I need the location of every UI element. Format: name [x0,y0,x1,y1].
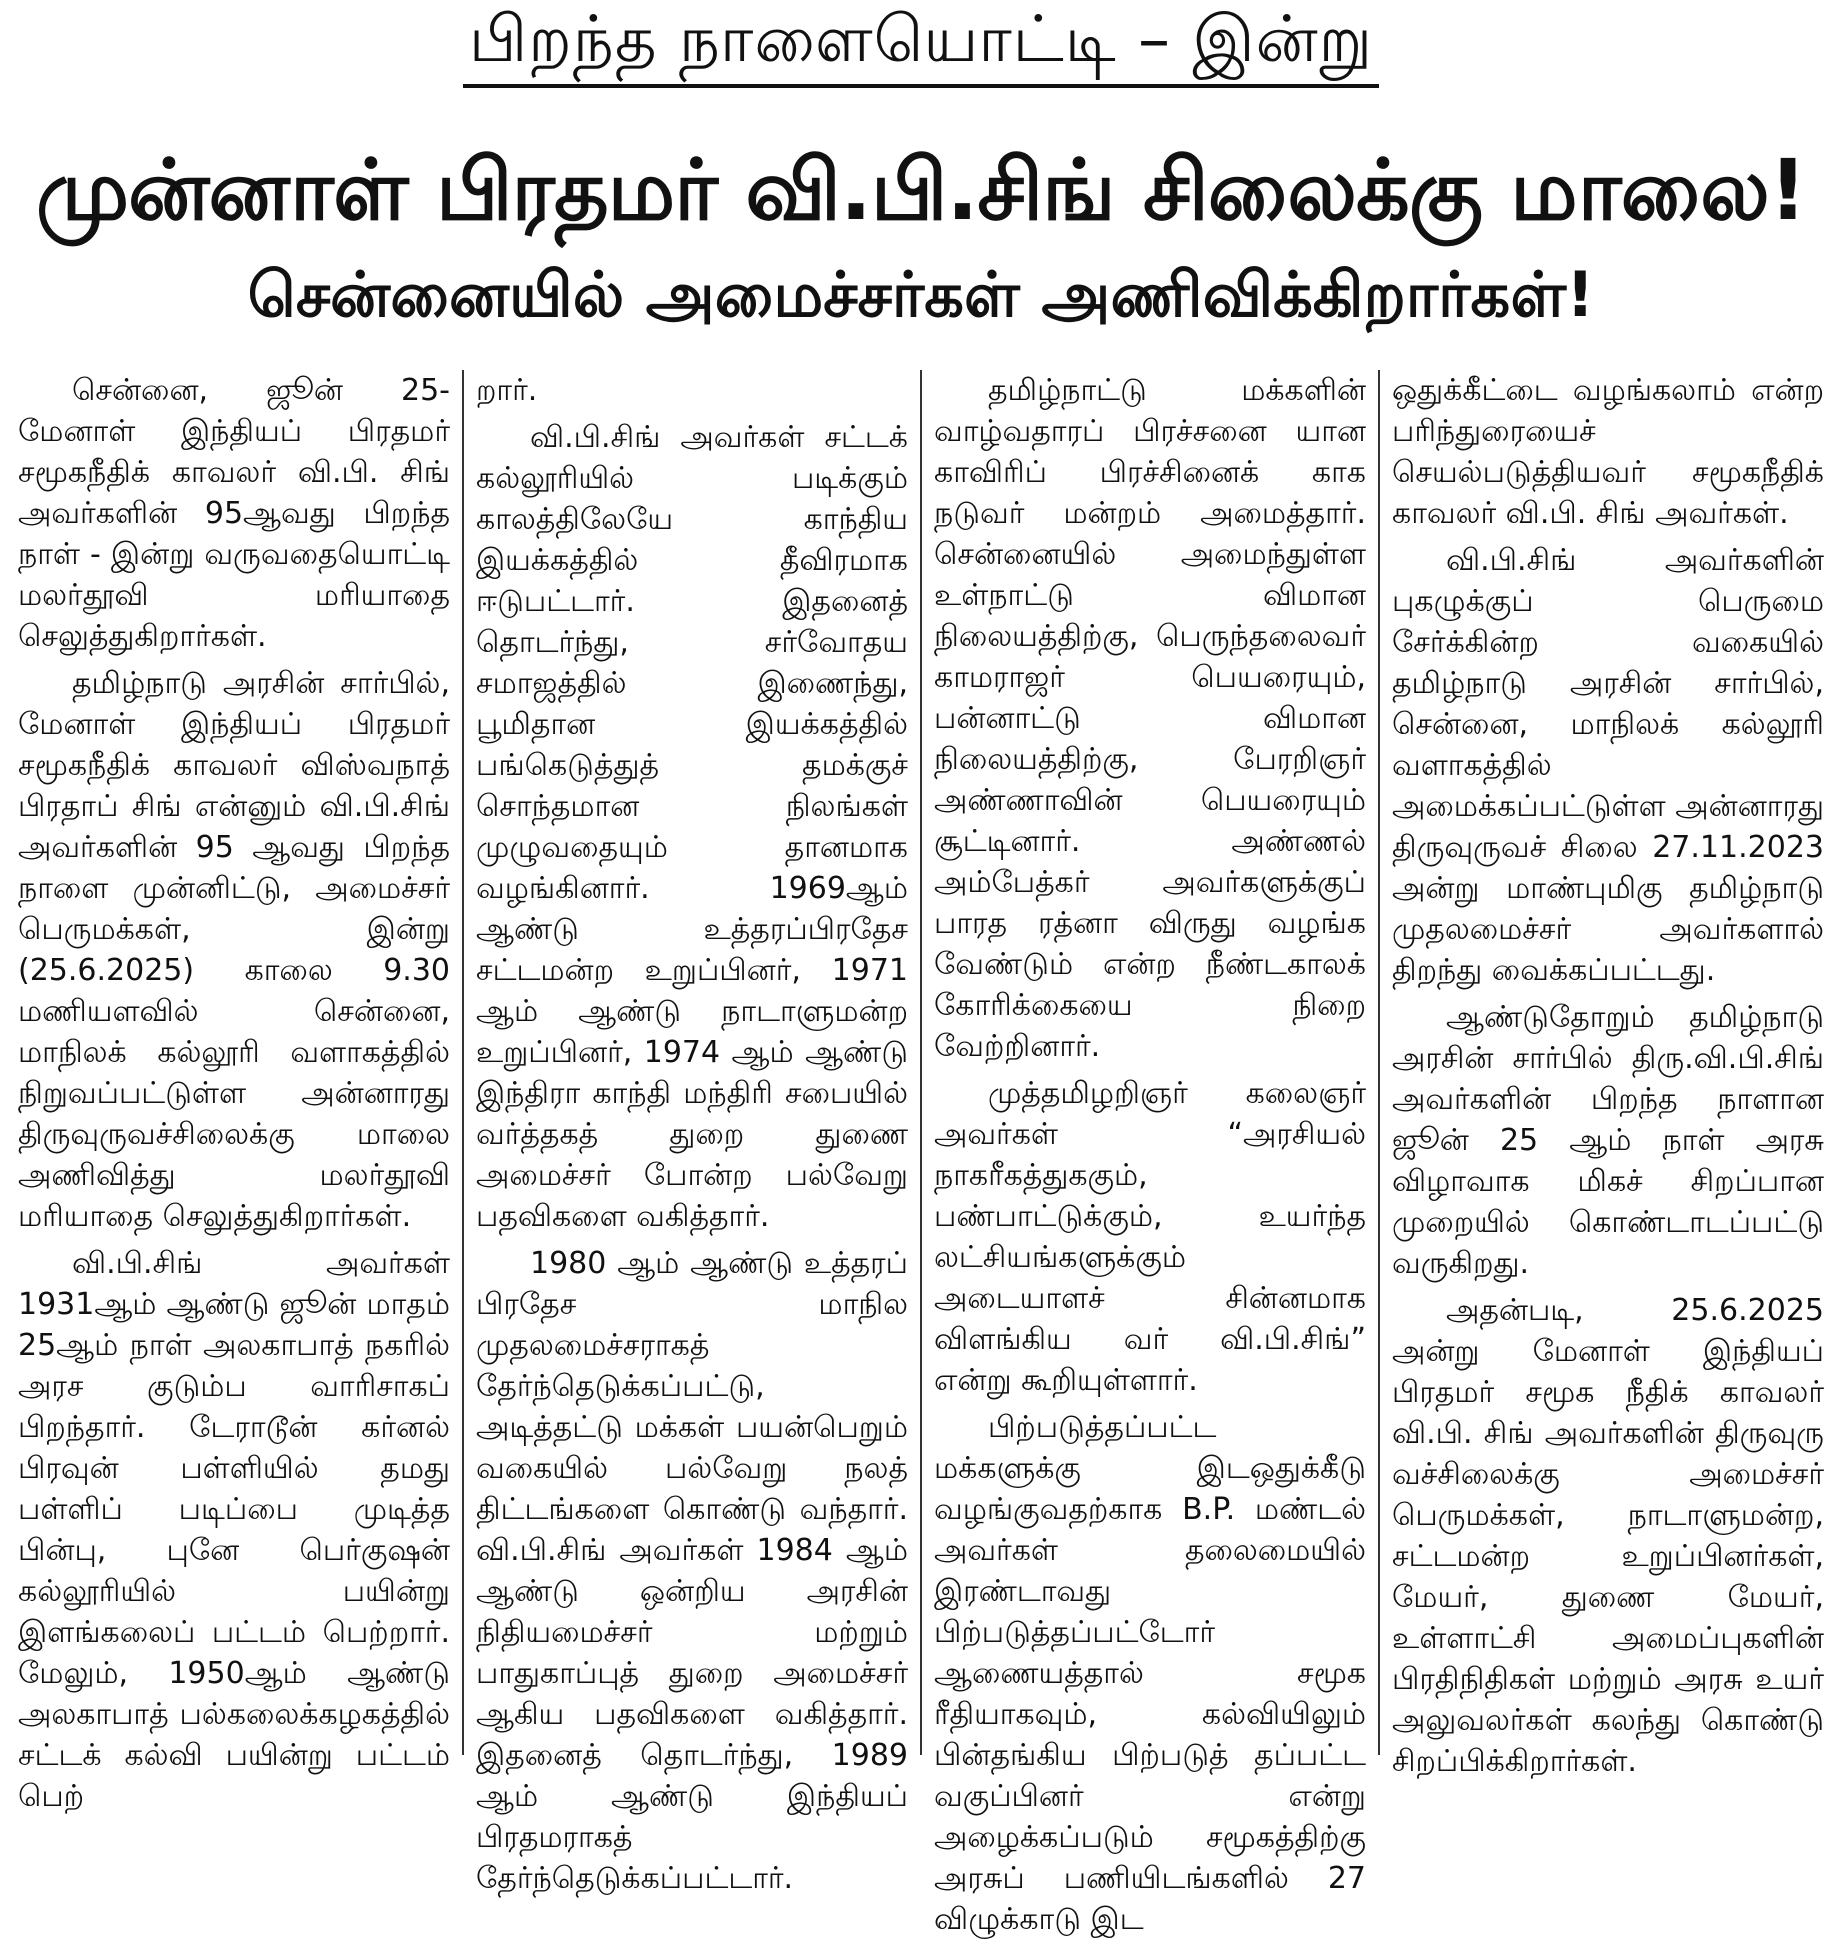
paragraph-continuation: ஒதுக்கீட்டை வழங்கலாம் என்ற பரிந்துரையைச் செயல்படுத்தியவர் சமூகநீதிக் காவலர் வி.பி. சிங் அவர்கள். [1392,373,1824,531]
paragraph: தமிழ்நாடு அரசின் சார்பில், மேனாள் இந்தியப் பிரதமர் சமூகநீதிக் காவலர் விஸ்வநாத் பிரதாப் சிங் என்னும் வி.பி.சிங் அவர்களின் 95 ஆவது பிறந்த நாளை முன்னிட்டு, அமைச்சர் பெருமக்கள், இன்று (25.6.2025) காலை 9.30 மணியளவில் சென்னை, மாநிலக் கல்லூரி வளாகத்தில் நிறுவப்பட்டுள்ள அன்னாரது திருவுருவச்சிலைக்கு மாலை அணிவித்து மலர்தூவி மரியாதை செலுத்துகிறார்கள். [18,666,450,1234]
paragraph: ஆண்டுதோறும் தமிழ்நாடு அரசின் சார்பில் திரு.வி.பி.சிங் அவர்களின் பிறந்த நாளான ஜூன் 25 ஆம் நாள் அரசு விழாவாக மிகச் சிறப்பான முறையில் கொண்டாடப்பட்டு வருகிறது. [1392,1000,1824,1281]
paragraph: வி.பி.சிங் அவர்கள் 1931ஆம் ஆண்டு ஜூன் மாதம் 25ஆம் நாள் அலகாபாத் நகரில் அரச குடும்ப வாரிசாகப் பிறந்தார். டேராடூன் கர்னல் பிரவுன் பள்ளியில் தமது பள்ளிப் படிப்பை முடித்த பின்பு, புனே பெர்குஷன் கல்லூரியில் பயின்று இளங்கலைப் பட்டம் பெற்றார். மேலும், 1950ஆம் ஆண்டு அலகாபாத் பல்கலைக்கழகத்தில் சட்டக் கல்வி பயின்று பட்டம் பெற் [18,1246,450,1814]
article-column-1 [6,370,462,1814]
paragraph: அதன்படி, 25.6.2025 அன்று மேனாள் இந்தியப் பிரதமர் சமூக நீதிக் காவலர் வி.பி. சிங் அவர்களின் திருவுரு வச்சிலைக்கு அமைச்சர் பெருமக்கள், நாடாளுமன்ற, சட்டமன்ற உறுப்பினர்கள், மேயர், துணை மேயர், உள்ளாட்சி அமைப்புகளின் பிரதிநிதிகள் மற்றும் அரசு உயர் அலுவலர்கள் கலந்து கொண்டு சிறப்பிக்கிறார்கள். [1392,1293,1824,1779]
paragraph: முத்தமிழறிஞர் கலைஞர் அவர்கள் “அரசியல் நாகரீகத்துககும், பண்பாட்டுக்கும், உயர்ந்த லட்சியங்களுக்கும் அடையாளச் சின்னமாக விளங்கிய வர் வி.பி.சிங்” என்று கூறியுள்ளார். [934,1076,1366,1398]
article-column-4 [1378,370,1836,1779]
article-column-3 [920,370,1378,1937]
kicker [0,4,1842,88]
paragraph: வி.பி.சிங் அவர்கள் சட்டக் கல்லூரியில் படிக்கும் காலத்திலேயே காந்திய இயக்கத்தில் தீவிரமாக ஈடுபட்டார். இதனைத் தொடர்ந்து, சர்வோதய சமாஜத்தில் இணைந்து, பூமிதான இயக்கத்தில் பங்கெடுத்துத் தமக்குச் சொந்தமான நிலங்கள் முழுவதையும் தானமாக வழங்கினார். 1969ஆம் ஆண்டு உத்தரப்பிரதேச சட்டமன்ற உறுப்பினர், 1971 ஆம் ஆண்டு நாடாளுமன்ற உறுப்பினர், 1974 ஆம் ஆண்டு இந்திரா காந்தி மந்திரி சபையில் வர்த்தகத் துறை துணை அமைச்சர் போன்ற பல்வேறு பதவிகளை வகித்தார். [476,420,908,1234]
paragraph-continuation: றார். [476,373,538,408]
article-columns [6,370,1836,1937]
paragraph: தமிழ்நாட்டு மக்களின் வாழ்வதாரப் பிரச்சனை யான காவிரிப் பிரச்சினைக் காக நடுவர் மன்றம் அமைத்தார். சென்னையில் அமைந்துள்ள உள்நாட்டு விமான நிலையத்திற்கு, பெருந்தலைவர் காமராஜர் பெயரையும், பன்னாட்டு விமான நிலையத்திற்கு, பேரறிஞர் அண்ணாவின் பெயரையும் சூட்டினார். அண்ணல் அம்பேத்கர் அவர்களுக்குப் பாரத ரத்னா விருது வழங்க வேண்டும் என்ற நீண்டகாலக் கோரிக்கையை நிறை வேற்றினார். [934,373,1366,1064]
subheadline: சென்னையில் அமைச்சர்கள் அணிவிக்கிறார்கள்! [247,258,1595,331]
paragraph: பிற்படுத்தப்பட்ட மக்களுக்கு இடஒதுக்கீடு வழங்குவதற்காக B.P. மண்டல் அவர்கள் தலைமையில் இரண்டாவது பிற்படுத்தப்பட்டோர் ஆணையத்தால் சமூக ரீதியாகவும், கல்வியிலும் பின்தங்கிய பிற்படுத் தப்பட்ட வகுப்பினர் என்று அழைக்கப்படும் சமூகத்திற்கு அரசுப் பணியிடங்களில் 27 விழுக்காடு இட [934,1410,1366,1937]
article-column-2 [462,370,920,1896]
paragraph: வி.பி.சிங் அவர்களின் புகழுக்குப் பெருமை சேர்க்கின்ற வகையில் தமிழ்நாடு அரசின் சார்பில், சென்னை, மாநிலக் கல்லூரி வளாகத்தில் அமைக்கப்பட்டுள்ள அன்னாரது திருவுருவச் சிலை 27.11.2023 அன்று மாண்புமிகு தமிழ்நாடு முதலமைச்சர் அவர்களால் திறந்து வைக்கப்பட்டது. [1392,543,1824,988]
paragraph: 1980 ஆம் ஆண்டு உத்தரப் பிரதேச மாநில முதலமைச்சராகத் தேர்ந்தெடுக்கப்பட்டு, அடித்தட்டு மக்கள் பயன்பெறும் வகையில் பல்வேறு நலத் திட்டங்களை கொண்டு வந்தார். வி.பி.சிங் அவர்கள் 1984 ஆம் ஆண்டு ஒன்றிய அரசின் நிதியமைச்சர் மற்றும் பாதுகாப்புத் துறை அமைச்சர் ஆகிய பதவிகளை வகித்தார். இதனைத் தொடர்ந்து, 1989 ஆம் ஆண்டு இந்தியப் பிரதமராகத் தேர்ந்தெடுக்கப்பட்டார். [476,1246,908,1896]
paragraph: சென்னை, ஜூன் 25- மேனாள் இந்தியப் பிரதமர் சமூகநீதிக் காவலர் வி.பி. சிங் அவர்களின் 95ஆவது பிறந்த நாள் - இன்று வருவதையொட்டி மலர்தூவி மரியாதை செலுத்துகிறார்கள். [18,373,450,654]
headline: முன்னாள் பிரதமர் வி.பி.சிங் சிலைக்கு மாலை! [35,141,1807,239]
kicker-text: பிறந்த நாளையொட்டி – இன்று [463,4,1379,88]
